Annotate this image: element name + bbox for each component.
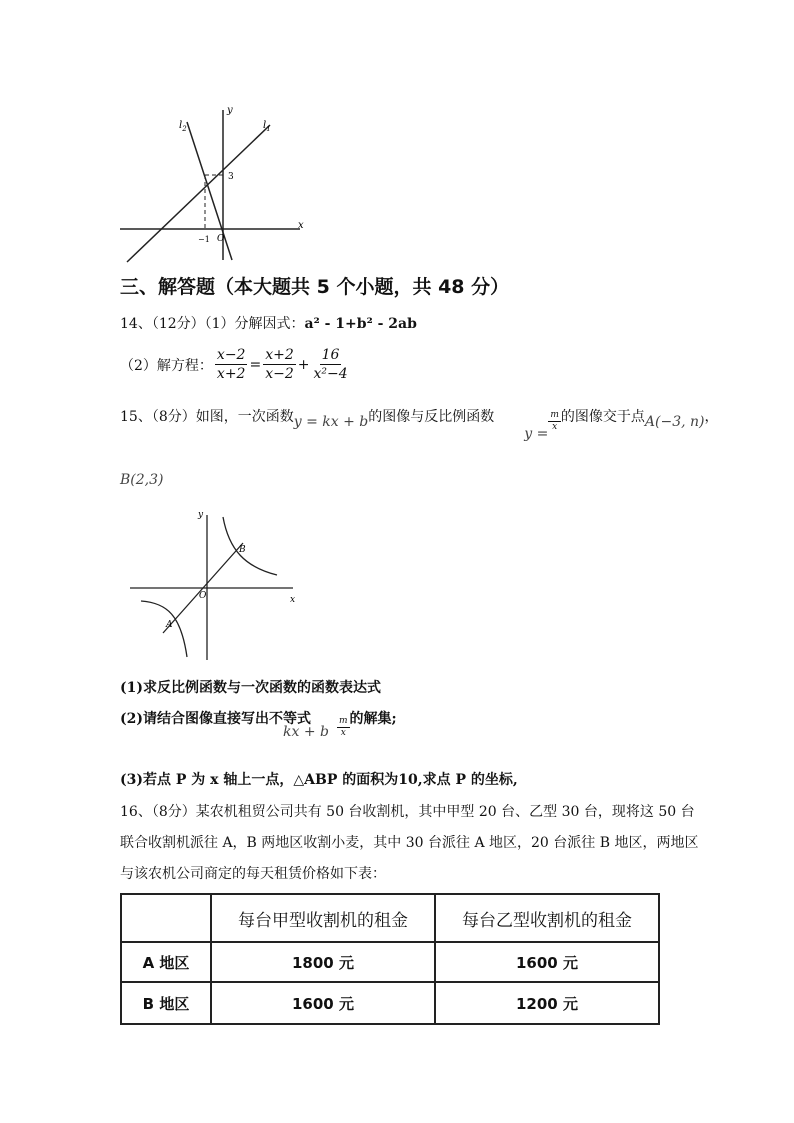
label-l2: $l_2$ (179, 120, 187, 133)
table-cell-price: 1800 元 (211, 942, 435, 982)
q15-point-b: B(2,3) (120, 472, 164, 488)
hyperbola-branch-lower (141, 601, 187, 657)
label-point-b: B (239, 545, 246, 555)
label-origin: O (199, 591, 207, 601)
table-header-type-b: 每台乙型收割机的租金 (435, 894, 659, 942)
q15-sub2-prefix: (2)请结合图像直接写出不等式 (120, 711, 311, 727)
q15-mid: 的图像与反比例函数 (368, 408, 495, 425)
table-cell-price: 1600 元 (435, 942, 659, 982)
q14-expression: a² - 1+b² - 2ab (304, 316, 417, 332)
fraction-3: $\frac{16}{\text{x²−4}}$ (313, 347, 348, 382)
q16-line3: 与该农机公司商定的每天租赁价格如下表： (120, 866, 386, 882)
equals-sign: = (249, 356, 262, 373)
q15-sub3: (3)若点 P 为 x 轴上一点，△ABP 的面积为10,求点 P 的坐标, (120, 772, 518, 788)
graph-hyperbola-line (125, 505, 305, 665)
fraction-1: $\frac{x-2}{x+2}$ (216, 347, 246, 382)
q15-linear-function: y = kx + b (293, 413, 369, 430)
label-x: x (290, 595, 296, 605)
q14-prefix: 14、（12分）（1）分解因式： (120, 316, 305, 332)
label-y: y (227, 105, 233, 116)
q15-line1 (120, 404, 719, 442)
label-three: 3 (228, 172, 234, 182)
label-neg1: −1 (198, 235, 210, 244)
q14-part2 (120, 346, 350, 383)
label-x: x (298, 220, 304, 231)
section-title: 三、解答题（本大题共 5 个小题，共 48 分） (120, 276, 510, 298)
q15-inverse-lhs: y = (524, 425, 549, 442)
q15-tail: 的图像交于点 (560, 408, 645, 425)
q14-line1 (120, 313, 417, 333)
q15-sub2-fraction: $\frac{m}{x}$ (338, 716, 348, 738)
q16-line1: 16、（8分）某农机租贸公司共有 50 台收割机，其中甲型 20 台、乙型 30 台，现将这 50 台 (120, 804, 695, 820)
q15-prefix: 15、（8分）如图，一次函数 (120, 408, 294, 425)
table-cell-price: 1200 元 (435, 982, 659, 1024)
q15-comma: ， (704, 408, 719, 425)
q15-sub1: (1)求反比例函数与一次函数的函数表达式 (120, 680, 381, 696)
table-row-region: A 地区 (121, 942, 211, 982)
label-origin: O (217, 234, 225, 244)
fraction-2: $\frac{x+2}{x-2}$ (265, 347, 294, 382)
q15-point-a: A(−3, n) (644, 413, 705, 430)
q16-line2: 联合收割机派往 A，B 两地区收割小麦，其中 30 台派往 A 地区，20 台派往 B 地区，两地区 (120, 835, 699, 851)
plus-sign: + (297, 356, 310, 373)
hyperbola-branch-upper (223, 517, 277, 575)
q15-inverse-fraction: $\frac{m}{x}$ (550, 410, 559, 432)
label-y: y (198, 510, 204, 520)
label-point-a: A (166, 620, 173, 630)
table-row-region: B 地区 (121, 982, 211, 1024)
table-corner-cell (121, 894, 211, 942)
q15-sub2-lhs: kx + b (283, 724, 329, 740)
q15-sub2-suffix: 的解集; (349, 711, 397, 727)
q14-part2-label: （2）解方程： (120, 357, 213, 374)
table-cell-price: 1600 元 (211, 982, 435, 1024)
table-header-type-a: 每台甲型收割机的租金 (211, 894, 435, 942)
table-row (121, 942, 659, 982)
label-l1: $l_1$ (263, 120, 271, 133)
q15-sub2 (120, 708, 397, 740)
table-row (121, 982, 659, 1024)
table-header-row (121, 894, 659, 942)
graph-two-lines (115, 100, 315, 265)
rental-price-table (120, 893, 660, 1025)
